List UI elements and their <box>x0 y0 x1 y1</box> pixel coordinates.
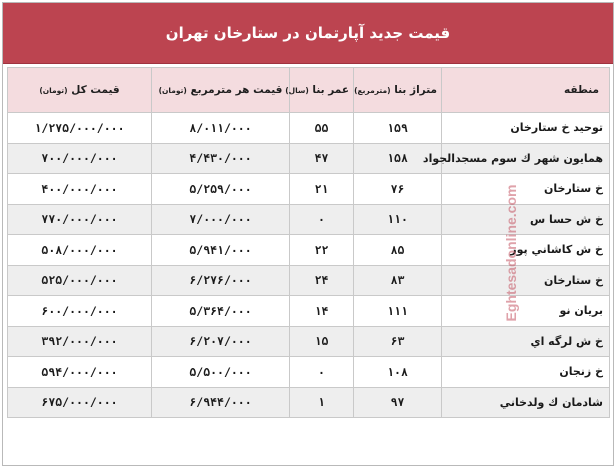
cell-price-per-m2: ۴/۴۳۰/۰۰۰ <box>152 143 290 174</box>
cell-age: ۵۵ <box>290 113 354 144</box>
table-row <box>8 143 610 174</box>
table-row <box>8 326 610 357</box>
cell-total-price: ۵۹۴/۰۰۰/۰۰۰ <box>8 357 152 388</box>
table-row <box>8 204 610 235</box>
cell-total-price: ۶۷۵/۰۰۰/۰۰۰ <box>8 387 152 418</box>
cell-region: خ ش لرگه اي <box>442 326 610 357</box>
cell-area: ۱۱۰ <box>354 204 442 235</box>
column-label: قیمت هر مترمربع <box>190 84 283 96</box>
cell-area: ۹۷ <box>354 387 442 418</box>
cell-area: ۱۵۹ <box>354 113 442 144</box>
cell-price-per-m2: ۶/۹۴۴/۰۰۰ <box>152 387 290 418</box>
cell-age: ۴۷ <box>290 143 354 174</box>
column-label: عمر بنا <box>312 84 349 96</box>
table-row <box>8 235 610 266</box>
cell-price-per-m2: ۵/۳۶۴/۰۰۰ <box>152 296 290 327</box>
cell-region: خ ش كاشاني پور <box>442 235 610 266</box>
column-label: متراژ بنا <box>394 84 437 96</box>
cell-age: ۲۲ <box>290 235 354 266</box>
cell-age: ۲۴ <box>290 265 354 296</box>
column-unit: (تومان) <box>39 86 68 95</box>
cell-age: ۰ <box>290 204 354 235</box>
cell-region: خ ستارخان <box>442 174 610 205</box>
cell-area: ۱۰۸ <box>354 357 442 388</box>
cell-region: خ زنجان <box>442 357 610 388</box>
cell-region: توحيد خ ستارخان <box>442 113 610 144</box>
watermark-text: Eghtesadonline.com <box>503 184 519 322</box>
column-header-total-price <box>8 68 152 113</box>
table-row <box>8 357 610 388</box>
table-row <box>8 387 610 418</box>
cell-region: همايون شهر ك سوم مسجدالجواد <box>442 143 610 174</box>
cell-region: بريان نو <box>442 296 610 327</box>
cell-age: ۱۴ <box>290 296 354 327</box>
apartment-price-table <box>7 67 610 418</box>
table-header-row <box>8 68 610 113</box>
cell-price-per-m2: ۵/۹۴۱/۰۰۰ <box>152 235 290 266</box>
cell-area: ۶۳ <box>354 326 442 357</box>
column-unit: (تومان) <box>158 86 187 95</box>
cell-price-per-m2: ۸/۰۱۱/۰۰۰ <box>152 113 290 144</box>
cell-area: ۷۶ <box>354 174 442 205</box>
cell-price-per-m2: ۷/۰۰۰/۰۰۰ <box>152 204 290 235</box>
column-header-region <box>442 68 610 113</box>
table-row <box>8 296 610 327</box>
cell-age: ۱ <box>290 387 354 418</box>
cell-price-per-m2: ۶/۲۷۶/۰۰۰ <box>152 265 290 296</box>
cell-area: ۸۳ <box>354 265 442 296</box>
column-header-area <box>354 68 442 113</box>
cell-area: ۱۱۱ <box>354 296 442 327</box>
cell-total-price: ۶۰۰/۰۰۰/۰۰۰ <box>8 296 152 327</box>
column-header-age <box>285 68 354 113</box>
cell-age: ۲۱ <box>290 174 354 205</box>
cell-price-per-m2: ۵/۲۵۹/۰۰۰ <box>152 174 290 205</box>
cell-area: ۸۵ <box>354 235 442 266</box>
column-label: قیمت کل <box>71 84 120 96</box>
cell-total-price: ۷۰۰/۰۰۰/۰۰۰ <box>8 143 152 174</box>
table-title: قیمت جدید آپارتمان در ستارخان تهران <box>3 3 613 64</box>
table-row <box>8 174 610 205</box>
cell-region: شادمان ك ولدخاني <box>442 387 610 418</box>
table-row <box>8 113 610 144</box>
table-row <box>8 265 610 296</box>
column-header-price-per-m2 <box>152 68 290 113</box>
cell-price-per-m2: ۵/۵۰۰/۰۰۰ <box>152 357 290 388</box>
cell-total-price: ۵۰۸/۰۰۰/۰۰۰ <box>8 235 152 266</box>
cell-age: ۱۵ <box>290 326 354 357</box>
cell-price-per-m2: ۶/۲۰۷/۰۰۰ <box>152 326 290 357</box>
cell-age: ۰ <box>290 357 354 388</box>
cell-total-price: ۵۲۵/۰۰۰/۰۰۰ <box>8 265 152 296</box>
cell-area: ۱۵۸ <box>354 143 442 174</box>
column-unit: (مترمربع) <box>354 86 391 95</box>
cell-total-price: ۷۷۰/۰۰۰/۰۰۰ <box>8 204 152 235</box>
cell-region: خ ستارخان <box>442 265 610 296</box>
cell-total-price: ۱/۲۷۵/۰۰۰/۰۰۰ <box>8 113 152 144</box>
column-label: منطقه <box>564 84 599 96</box>
price-table-card <box>2 2 614 466</box>
column-unit: (سال) <box>285 86 309 95</box>
cell-region: خ ش حسا س <box>442 204 610 235</box>
cell-total-price: ۴۰۰/۰۰۰/۰۰۰ <box>8 174 152 205</box>
cell-total-price: ۳۹۲/۰۰۰/۰۰۰ <box>8 326 152 357</box>
